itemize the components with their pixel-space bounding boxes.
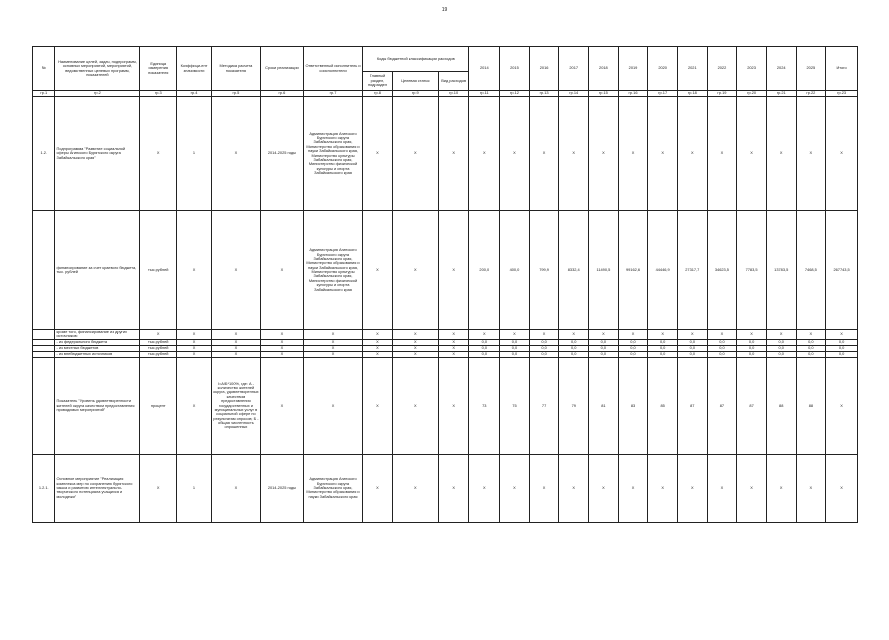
year-value-cell: 0,0 [677,339,707,345]
coef-cell: X [177,351,212,357]
year-value-cell: X [618,330,648,340]
year-value-cell: X [469,97,500,211]
year-value-cell: 11490,5 [589,211,619,330]
year-value-cell: X [737,454,767,522]
header-code-type: Вид расходов [438,72,469,91]
year-value-cell: X [677,97,707,211]
column-number-cell: гр.11 [469,91,500,97]
year-value-cell: 0,0 [707,345,737,351]
column-number-cell: гр.5 [211,91,260,97]
column-number-cell: гр.22 [796,91,826,97]
coef-cell: X [177,345,212,351]
year-value-cell: 0,0 [469,351,500,357]
year-value-cell: 75 [500,357,530,454]
year-value-cell: 0,0 [618,345,648,351]
year-value-cell: 81 [589,357,619,454]
coef-cell: X [177,357,212,454]
year-value-cell: X [766,330,796,340]
executor-cell: X [303,357,362,454]
year-value-cell: X [707,97,737,211]
year-value-cell: 83 [618,357,648,454]
budget-code-cell: X [438,211,469,330]
year-value-cell: X [559,454,589,522]
row-number-cell [33,330,55,340]
year-value-cell: X [648,454,678,522]
year-value-cell: X [796,454,826,522]
coef-cell: 1 [177,97,212,211]
executor-cell: Администрация Агинского Бурятского округа Забайкальского края, Министерство образования и науки Забайкальского края, Министерство культуры Забайкальского края, Министерство физической культуры и спорта Забайкальского края [303,97,362,211]
year-value-cell: 0,0 [559,345,589,351]
total-cell: X [826,357,858,454]
year-value-cell: 0,0 [737,339,767,345]
budget-code-cell: X [438,330,469,340]
term-cell: 2014-2025 годы [260,454,303,522]
year-value-cell: X [737,330,767,340]
total-cell: X [826,454,858,522]
header-name: Наименование целей, задач, подпрограмм, основных мероприятий, мероприятий, ведомственных целевых программ, показателей [55,47,140,91]
method-cell: X [211,330,260,340]
header-coef: Коэффици-ент значимости [177,47,212,91]
budget-code-cell: X [392,351,438,357]
year-value-cell: 0,0 [559,339,589,345]
column-number-cell: гр.14 [559,91,589,97]
year-value-cell: X [648,330,678,340]
year-value-cell: X [677,330,707,340]
year-value-cell: 0,0 [677,345,707,351]
budget-code-cell: X [363,330,393,340]
budget-code-cell: X [438,454,469,522]
year-value-cell: 200,0 [469,211,500,330]
budget-code-cell: X [363,345,393,351]
year-value-cell: 0,0 [796,345,826,351]
header-year: 2014 [469,47,500,91]
budget-code-cell: X [392,357,438,454]
method-cell: X [211,454,260,522]
year-value-cell: X [529,454,559,522]
year-value-cell: 87 [677,357,707,454]
year-value-cell: 99162,6 [618,211,648,330]
table-row [33,357,858,454]
year-value-cell: 0,0 [677,351,707,357]
method-cell: I=А/Б*100%, где: А - количество жителей округа, удовлетворенных качеством предоставления государственных и муниципальных услуг в социальной сфере по результатам опросов; Б - общая численность опрошенных [211,357,260,454]
column-number-cell: гр.7 [303,91,362,97]
unit-cell: тыс.рублей [140,339,177,345]
method-cell: X [211,339,260,345]
year-value-cell: 0,0 [648,351,678,357]
year-value-cell: X [618,97,648,211]
year-value-cell: 0,0 [500,345,530,351]
year-value-cell: 0,0 [737,345,767,351]
term-cell: 2014-2025 годы [260,97,303,211]
executor-cell: X [303,330,362,340]
year-value-cell: X [559,330,589,340]
year-value-cell: 7783,5 [737,211,767,330]
year-value-cell: 0,0 [589,351,619,357]
header-year: 2023 [737,47,767,91]
header-year: 2024 [766,47,796,91]
total-cell: 267743,5 [826,211,858,330]
year-value-cell: 0,0 [589,339,619,345]
year-value-cell: X [618,454,648,522]
year-value-cell: 88 [796,357,826,454]
year-value-cell: 79 [559,357,589,454]
budget-code-cell: X [363,357,393,454]
year-value-cell: 8332,4 [559,211,589,330]
year-value-cell: 85 [648,357,678,454]
year-value-cell: 0,0 [618,351,648,357]
year-value-cell: X [500,330,530,340]
coef-cell: X [177,211,212,330]
year-value-cell: X [589,454,619,522]
year-value-cell: 0,0 [529,339,559,345]
term-cell: X [260,211,303,330]
row-name-cell: - из федерального бюджета [55,339,140,345]
header-method: Методика расчета показателя [211,47,260,91]
year-value-cell: 88 [766,357,796,454]
row-number-cell [33,211,55,330]
year-value-cell: X [529,97,559,211]
year-value-cell: X [677,454,707,522]
budget-code-cell: X [363,454,393,522]
year-value-cell: 0,0 [648,339,678,345]
year-value-cell: 87 [737,357,767,454]
year-value-cell: 0,0 [529,351,559,357]
header-code-target: Целевая статья [392,72,438,91]
table-row [33,454,858,522]
year-value-cell: X [737,97,767,211]
budget-code-cell: X [363,97,393,211]
year-value-cell: 87 [707,357,737,454]
budget-code-cell: X [438,357,469,454]
row-name-cell: Показатель "Уровень удовлетворенности жителей округа качеством предоставления проводимых мероприятий" [55,357,140,454]
header-term: Сроки реализации [260,47,303,91]
header-code-section: Главный раздел, подраздел [363,72,393,91]
column-number-cell: гр.9 [392,91,438,97]
header-year: 2018 [589,47,619,91]
row-name-cell: финансирование за счет краевого бюджета, тыс. рублей [55,211,140,330]
budget-code-cell: X [363,339,393,345]
year-value-cell: 0,0 [766,351,796,357]
year-value-cell: 77 [529,357,559,454]
column-number-cell: гр.2 [55,91,140,97]
year-value-cell: 0,0 [796,339,826,345]
year-value-cell: X [589,330,619,340]
year-value-cell: 0,0 [796,351,826,357]
row-number-cell: 1.2. [33,97,55,211]
table-row [33,330,858,340]
header-year: 2019 [618,47,648,91]
budget-code-cell: X [392,345,438,351]
term-cell: X [260,339,303,345]
year-value-cell: 0,0 [707,351,737,357]
column-number-cell: гр.13 [529,91,559,97]
total-cell: 0,0 [826,339,858,345]
header-year: 2016 [529,47,559,91]
column-number-cell: гр.19 [707,91,737,97]
year-value-cell: X [796,97,826,211]
year-value-cell: 0,0 [500,339,530,345]
row-number-cell: 1.2.1. [33,454,55,522]
header-year: 2015 [500,47,530,91]
budget-code-cell: X [392,339,438,345]
header-year: 2017 [559,47,589,91]
header-year: 2021 [677,47,707,91]
row-name-cell: - из внебюджетных источников [55,351,140,357]
column-number-cell: гр.8 [363,91,393,97]
column-number-cell: гр.21 [766,91,796,97]
header-row-main [33,47,858,72]
term-cell: X [260,330,303,340]
column-number-cell: гр.10 [438,91,469,97]
method-cell: X [211,351,260,357]
budget-code-cell: X [363,211,393,330]
year-value-cell: X [500,454,530,522]
year-value-cell: X [589,97,619,211]
budget-code-cell: X [392,454,438,522]
budget-code-cell: X [438,97,469,211]
year-value-cell: 0,0 [766,339,796,345]
method-cell: X [211,211,260,330]
year-value-cell: 73 [469,357,500,454]
header-year: 2022 [707,47,737,91]
unit-cell: X [140,330,177,340]
header-codes-group: Коды бюджетной классификации расходов [363,47,469,72]
budget-code-cell: X [438,339,469,345]
total-cell: 0,0 [826,345,858,351]
total-cell: 0,0 [826,351,858,357]
budget-code-cell: X [392,330,438,340]
header-no: № [33,47,55,91]
term-cell: X [260,357,303,454]
budget-code-cell: X [392,97,438,211]
program-table [32,46,858,523]
year-value-cell: 0,0 [469,339,500,345]
year-value-cell: X [766,454,796,522]
year-value-cell: X [529,330,559,340]
unit-cell: процент [140,357,177,454]
year-value-cell: 0,0 [559,351,589,357]
executor-cell: Администрация Агинского Бурятского округа Забайкальского края, Министерство образования и науки Забайкальского края, Министерство культуры Забайкальского края, Министерство физической культуры и спорта Забайкальского края [303,211,362,330]
method-cell: X [211,97,260,211]
year-value-cell: 0,0 [469,345,500,351]
year-value-cell: 0,0 [500,351,530,357]
term-cell: X [260,345,303,351]
executor-cell: X [303,345,362,351]
column-number-cell: гр.6 [260,91,303,97]
year-value-cell: X [648,97,678,211]
year-value-cell: 400,0 [500,211,530,330]
column-number-cell: гр.12 [500,91,530,97]
unit-cell: X [140,97,177,211]
unit-cell: тыс.рублей [140,211,177,330]
year-value-cell: X [500,97,530,211]
row-name-cell: - из местных бюджетов [55,345,140,351]
year-value-cell: 0,0 [529,345,559,351]
year-value-cell: 0,0 [707,339,737,345]
year-value-cell: 0,0 [589,345,619,351]
header-year: 2025 [796,47,826,91]
budget-code-cell: X [438,351,469,357]
page-number: 19 [441,7,448,13]
coef-cell: X [177,330,212,340]
year-value-cell: X [766,97,796,211]
executor-cell: Администрация Агинского Бурятского округа Забайкальского края, Министерство образования и науки Забайкальского края [303,454,362,522]
column-number-cell: гр.16 [618,91,648,97]
row-name-cell: Подпрограмма "Развитие социальной сферы Агинского Бурятского округа Забайкальского края" [55,97,140,211]
header-unit: Единица измерения показателя [140,47,177,91]
method-cell: X [211,345,260,351]
total-cell: X [826,97,858,211]
year-value-cell: X [469,330,500,340]
year-value-cell: 44446,9 [648,211,678,330]
column-number-cell: гр.1 [33,91,55,97]
year-value-cell: 0,0 [737,351,767,357]
term-cell: X [260,351,303,357]
year-value-cell: 0,0 [618,339,648,345]
year-value-cell: 0,0 [648,345,678,351]
year-value-cell: 27317,7 [677,211,707,330]
executor-cell: X [303,339,362,345]
coef-cell: X [177,339,212,345]
year-value-cell: X [469,454,500,522]
column-number-cell: гр.20 [737,91,767,97]
year-value-cell: 13783,5 [766,211,796,330]
header-total: Итого [826,47,858,91]
year-value-cell: 0,0 [766,345,796,351]
year-value-cell: X [796,330,826,340]
row-name-cell: Основное мероприятие "Реализация комплекса мер по сохранению бурятского языка и развитию интеллектуально-творческого потенциала учащихся и молодежи" [55,454,140,522]
budget-code-cell: X [363,351,393,357]
column-number-cell: гр.3 [140,91,177,97]
table-row [33,97,858,211]
unit-cell: X [140,454,177,522]
column-number-cell: гр.17 [648,91,678,97]
year-value-cell: X [559,97,589,211]
row-number-cell [33,357,55,454]
header-executor: Ответственный исполнитель и соисполнители [303,47,362,91]
unit-cell: тыс.рублей [140,351,177,357]
budget-code-cell: X [438,345,469,351]
header-year: 2020 [648,47,678,91]
executor-cell: X [303,351,362,357]
coef-cell: 1 [177,454,212,522]
year-value-cell: 799,9 [529,211,559,330]
year-value-cell: X [707,330,737,340]
unit-cell: тыс.рублей [140,345,177,351]
column-number-cell: гр.23 [826,91,858,97]
table-row [33,211,858,330]
year-value-cell: 7468,5 [796,211,826,330]
total-cell: X [826,330,858,340]
year-value-cell: X [707,454,737,522]
budget-code-cell: X [392,211,438,330]
year-value-cell: 34623,5 [707,211,737,330]
column-number-cell: гр.18 [677,91,707,97]
row-name-cell: кроме того, финансирование из других источников: [55,330,140,340]
column-number-cell: гр.4 [177,91,212,97]
column-number-cell: гр.15 [589,91,619,97]
